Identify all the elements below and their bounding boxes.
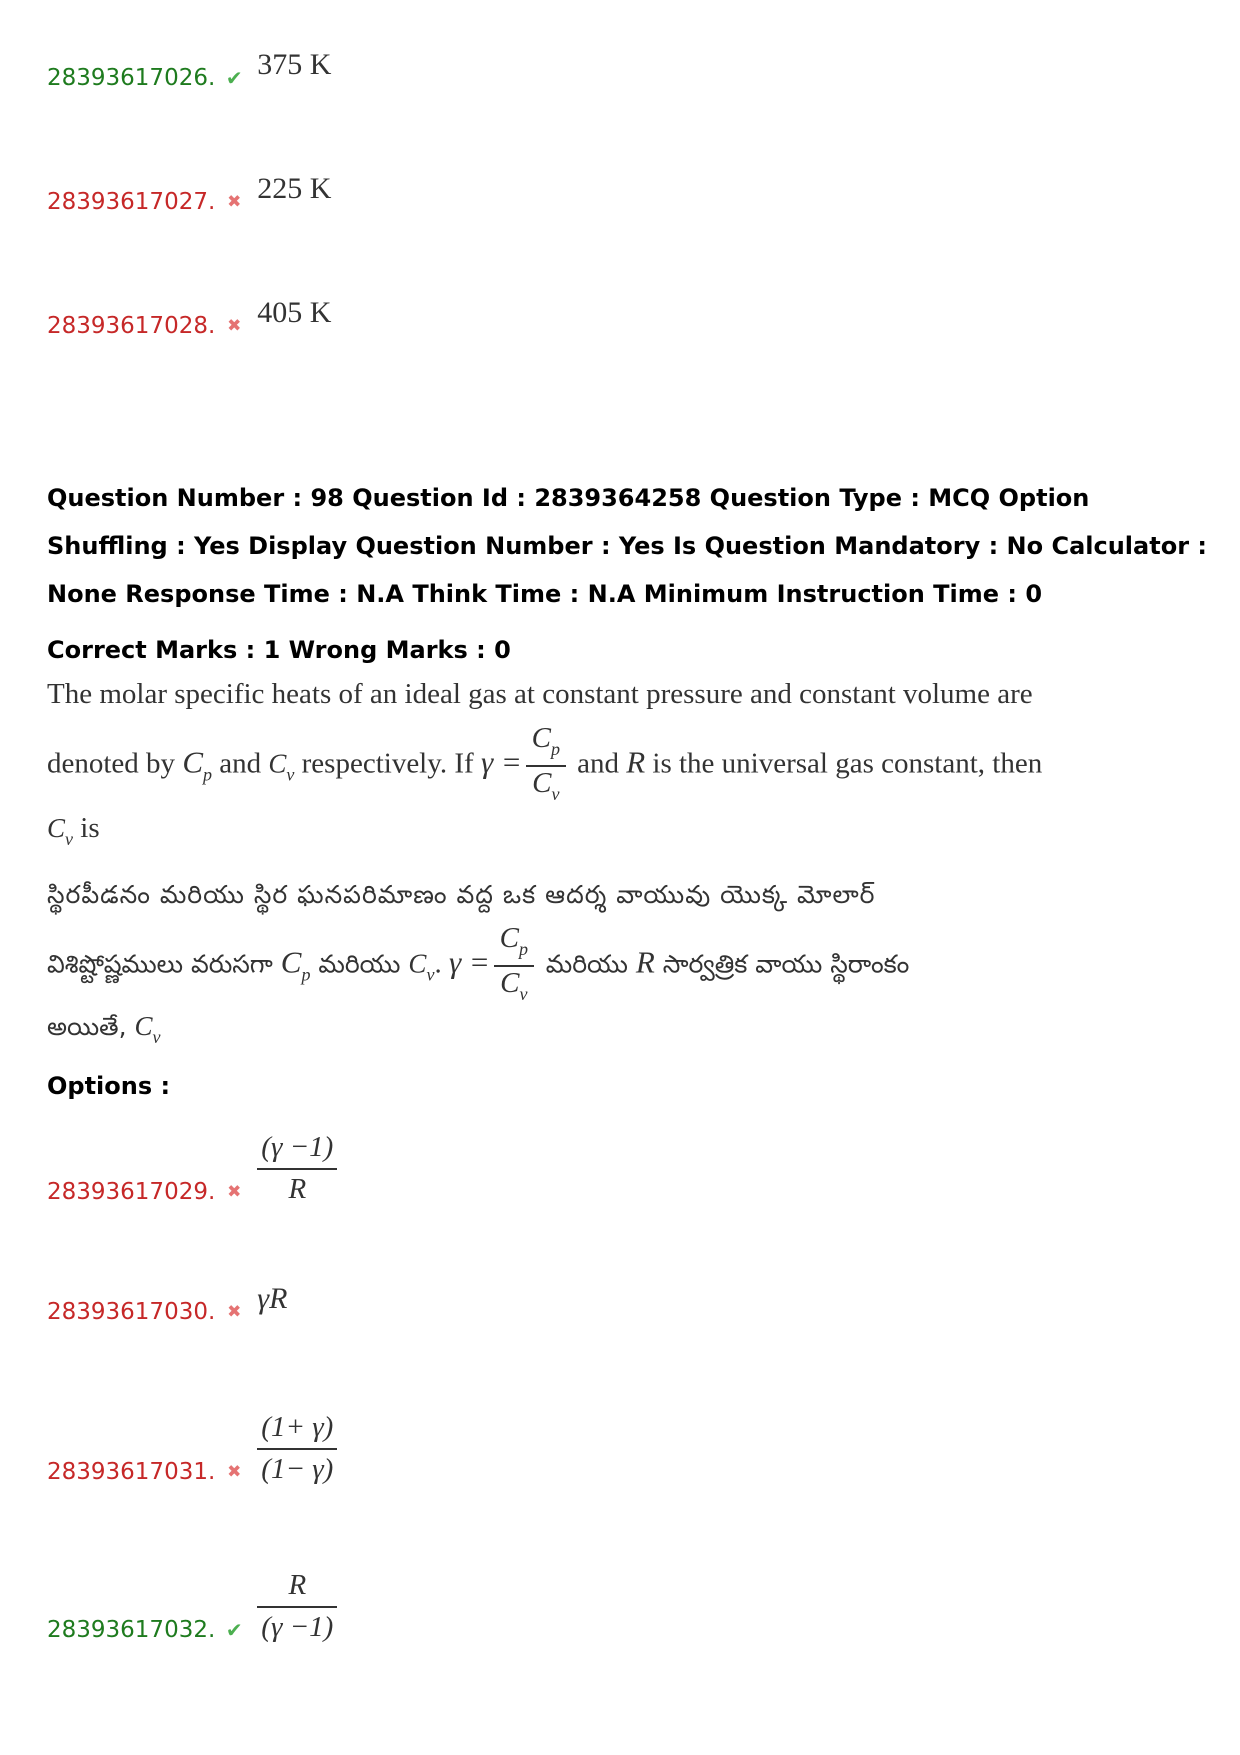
question-text-en-line2 — [47, 722, 1042, 810]
check-icon: ✔ — [225, 66, 243, 90]
text: denoted by — [47, 747, 183, 780]
fraction-denominator: (γ −1) — [261, 1611, 334, 1643]
text: సార్వత్రిక వాయు స్థిరాంకం — [654, 949, 910, 979]
cross-icon: ✖ — [227, 1302, 242, 1322]
question-text-en-line1: The molar specific heats of an ideal gas at constant pressure and constant volume are — [47, 678, 1033, 710]
gamma-eq: γ = — [480, 744, 522, 780]
option-value — [257, 1568, 337, 1644]
cross-icon: ✖ — [227, 1462, 242, 1482]
sub-p: p — [301, 964, 311, 985]
option-value — [257, 1130, 337, 1206]
fraction — [257, 1568, 337, 1644]
var-c: C — [531, 722, 551, 754]
option-row — [47, 1130, 337, 1206]
fraction-bar — [257, 1606, 337, 1608]
var-r: R — [635, 944, 655, 980]
sub-v: v — [152, 1027, 161, 1047]
text: విశిష్టోష్ణములు వరుసగా — [47, 949, 281, 979]
fraction — [257, 1410, 337, 1486]
text: అయితే, — [47, 1012, 135, 1041]
text: is the universal gas constant, then — [645, 747, 1043, 780]
var-c: C — [280, 944, 302, 980]
var-c: C — [134, 1011, 153, 1041]
fraction-numerator: (γ −1) — [261, 1131, 334, 1163]
sub-v: v — [286, 764, 295, 785]
frac-den — [532, 767, 559, 810]
text: and — [212, 747, 269, 780]
question-meta: Question Number : 98 Question Id : 2839364258 Question Type : MCQ Option Shuffling : Yes Display Question Number : Yes Is Question Mandatory : No Calculator : None Response Time : N.A Think Time : N.A Minimum Instruction Time : 0 — [47, 484, 1207, 608]
cross-icon: ✖ — [227, 1182, 242, 1202]
option-value: 225 K — [257, 172, 332, 205]
option-row — [47, 296, 332, 340]
var-c: C — [532, 767, 552, 799]
text: మరియు — [310, 949, 409, 979]
option-value: 375 K — [257, 48, 332, 81]
option-id: 28393617029. — [47, 1179, 216, 1205]
question-text-te-line2 — [47, 922, 909, 1010]
fraction-bar — [257, 1448, 337, 1450]
fraction-denominator: (1− γ) — [261, 1453, 334, 1485]
text: respectively. If — [294, 747, 481, 780]
marks-info: Correct Marks : 1 Wrong Marks : 0 — [47, 636, 511, 664]
option-id: 28393617032. — [47, 1617, 216, 1643]
sub-p: p — [519, 939, 528, 959]
sub-v: v — [65, 829, 74, 849]
sub-v: v — [426, 964, 435, 985]
cross-icon: ✖ — [227, 192, 242, 212]
sub-p: p — [203, 764, 212, 785]
text: and — [569, 747, 627, 780]
fraction — [257, 1130, 337, 1206]
text: . — [434, 947, 449, 980]
frac-num — [500, 922, 528, 965]
sub-v: v — [551, 784, 560, 804]
option-row — [47, 48, 332, 92]
option-value: 405 K — [257, 296, 332, 329]
var-c: C — [268, 748, 287, 779]
question-text-te-line3 — [47, 1010, 161, 1048]
option-id: 28393617031. — [47, 1459, 216, 1485]
question-text-te-line1: స్థిరపీడనం మరియు స్థిర ఘనపరిమాణం వద్ద ఒక ఆదర్శ వాయువు యొక్క మోలార్ — [47, 880, 876, 909]
gamma-fraction — [494, 922, 534, 1010]
sub-v: v — [519, 984, 528, 1004]
text: is — [73, 812, 100, 844]
fraction-numerator: R — [288, 1569, 307, 1601]
fraction-numerator: (1+ γ) — [261, 1411, 334, 1443]
option-id: 28393617026. — [47, 65, 216, 91]
var-c: C — [408, 948, 427, 979]
option-row — [47, 1282, 288, 1326]
option-row — [47, 1568, 337, 1644]
gamma-eq: γ = — [448, 944, 490, 980]
question-text-en-line3 — [47, 812, 100, 850]
gamma-fraction — [526, 722, 566, 810]
option-value — [257, 1410, 337, 1486]
var-c: C — [499, 922, 519, 954]
option-row — [47, 172, 332, 216]
var-c: C — [500, 967, 520, 999]
fraction-denominator: R — [288, 1173, 307, 1205]
option-id: 28393617028. — [47, 313, 216, 339]
var-r: R — [626, 744, 646, 780]
option-id: 28393617027. — [47, 189, 216, 215]
frac-num — [532, 722, 560, 765]
option-value: γR — [257, 1282, 288, 1315]
options-label: Options : — [47, 1072, 171, 1100]
text: మరియు — [537, 949, 636, 979]
fraction-bar — [257, 1168, 337, 1170]
frac-den — [500, 967, 527, 1010]
option-row — [47, 1410, 337, 1486]
option-id: 28393617030. — [47, 1299, 216, 1325]
check-icon: ✔ — [225, 1618, 243, 1642]
cross-icon: ✖ — [227, 316, 242, 336]
var-c: C — [182, 744, 203, 780]
sub-p: p — [551, 739, 560, 759]
var-c: C — [47, 813, 66, 843]
